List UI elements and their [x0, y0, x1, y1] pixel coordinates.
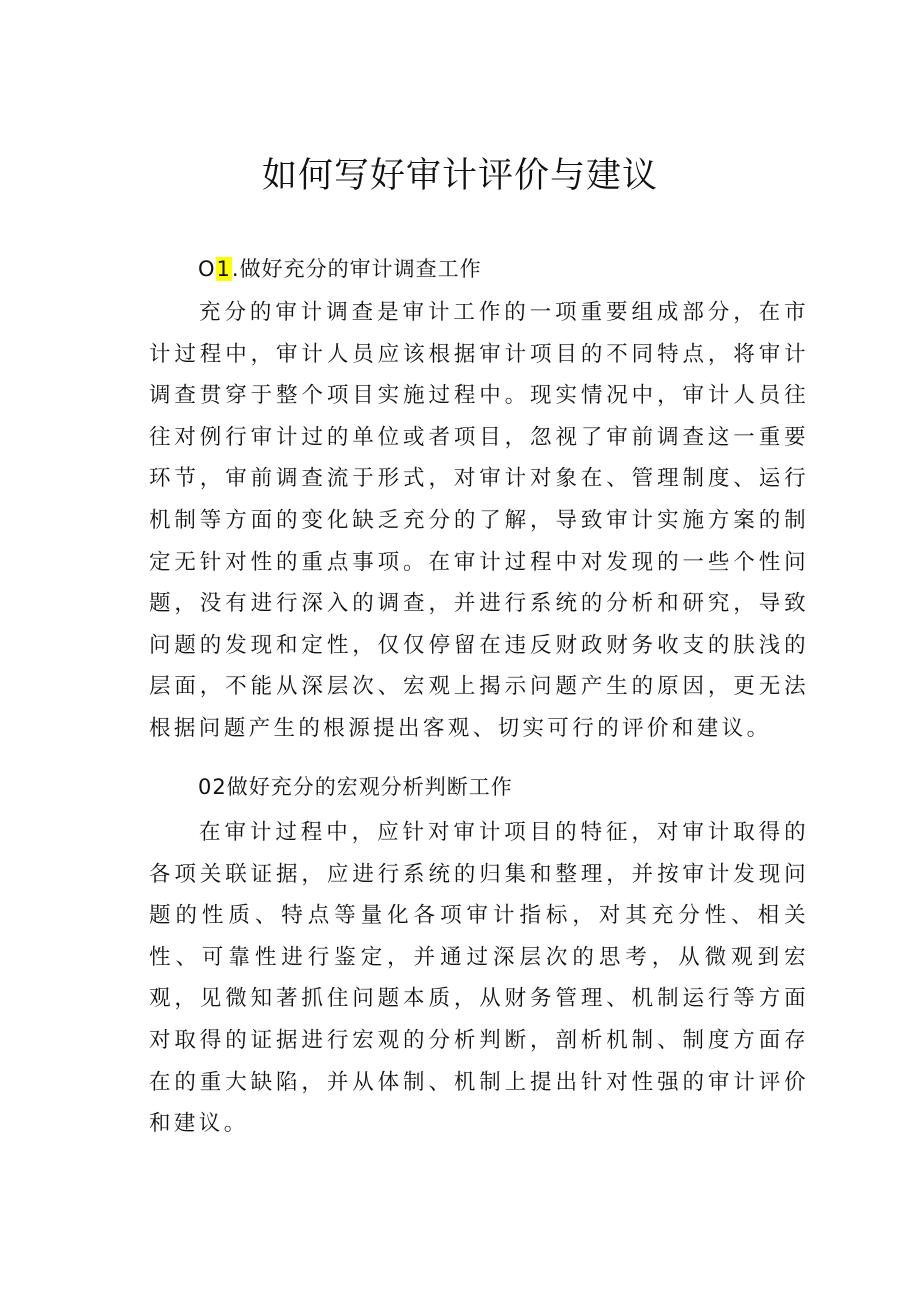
section-heading-1 [198, 254, 482, 284]
highlighted-number: 1 [216, 257, 231, 281]
section-heading-1-prefix: O [198, 257, 216, 281]
document-title: 如何写好审计评价与建议 [261, 156, 658, 196]
section-1-paragraph: 充分的审计调查是审计工作的一项重要组成部分，在市计过程中，审计人员应该根据审计项目的不同特点，将审计调查贯穿于整个项目实施过程中。现实情况中，审计人员往往对例行审计过的单位或者项目，忽视了审前调查这一重要环节，审前调查流于形式，对审计对象在、管理制度、运行机制等方面的变化缺乏充分的了解，导致审计实施方案的制定无针对性的重点事项。在审计过程中对发现的一些个性问题，没有进行深入的调查，并进行系统的分析和研究，导致问题的发现和定性，仅仅停留在违反财政财务收支的肤浅的层面，不能从深层次、宏观上揭示问题产生的原因，更无法根据问题产生的根源提出客观、切实可行的评价和建议。 [149, 300, 809, 741]
section-heading-2: 02做好充分的宏观分析判断工作 [198, 775, 513, 799]
section-heading-1-text: .做好充分的审计调查工作 [231, 257, 482, 281]
section-2-paragraph: 在审计过程中，应针对审计项目的特征，对审计取得的各项关联证据，应进行系统的归集和整理，并按审计发现问题的性质、特点等量化各项审计指标，对其充分性、相关性、可靠性进行鉴定，并通过深层次的思考，从微观到宏观，见微知著抓住问题本质，从财务管理、机制运行等方面对取得的证据进行宏观的分析判断，剖析机制、制度方面存在的重大缺陷，并从体制、机制上提出针对性强的审计评价和建议。 [149, 820, 809, 1137]
